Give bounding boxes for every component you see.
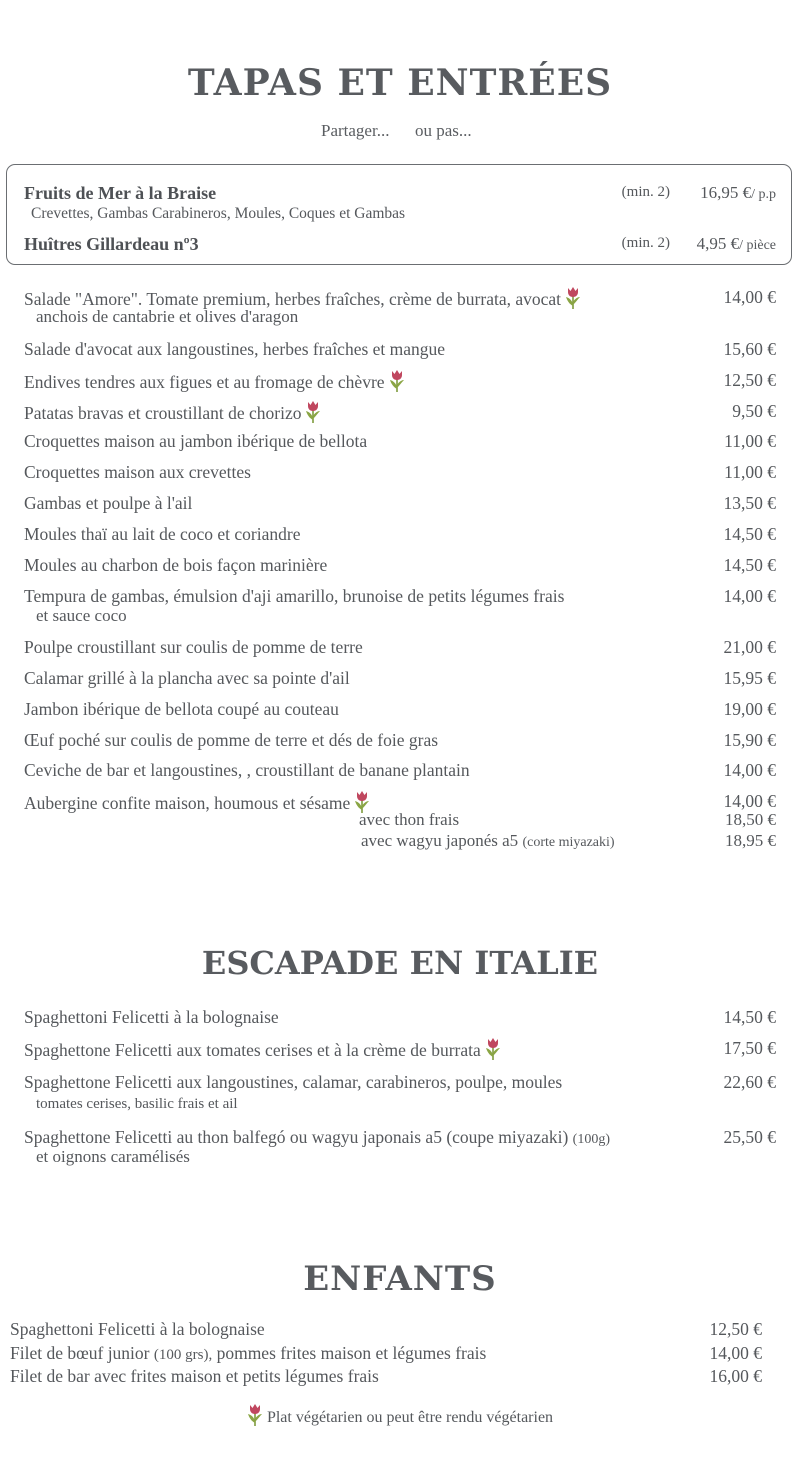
item-name: Endives tendres aux figues et au fromage de chèvre: [24, 372, 385, 392]
item-price: 17,50 €: [723, 1038, 776, 1058]
item-price: 15,95 €: [723, 668, 776, 688]
item-name: Poulpe croustillant sur coulis de pomme de terre: [24, 637, 363, 657]
item-price: 9,50 €: [732, 401, 776, 421]
item-price: 12,50 €: [723, 370, 776, 390]
item-name: Spaghettoni Felicetti à la bolognaise: [24, 1007, 279, 1027]
vegetarian-tulip-icon: [247, 1403, 263, 1427]
item-name: Jambon ibérique de bellota coupé au couteau: [24, 699, 339, 719]
item-price: 4,95 €/ pièce: [696, 234, 776, 253]
subtitle-partager: Partager...: [321, 121, 390, 140]
item-price: 14,00 €: [723, 760, 776, 780]
item-price: 25,50 €: [723, 1127, 776, 1147]
item-name: Spaghettoni Felicetti à la bolognaise: [10, 1319, 265, 1339]
item-price: 12,50 €: [709, 1319, 762, 1339]
item-name: Calamar grillé à la plancha avec sa pointe d'ail: [24, 668, 350, 688]
item-price: 22,60 €: [723, 1072, 776, 1092]
price-unit: / p.p: [751, 187, 776, 202]
item-price: 19,00 €: [723, 699, 776, 719]
item-price: 16,00 €: [709, 1366, 762, 1386]
item-note: (100 grs),: [153, 1347, 213, 1363]
item-name: Tempura de gambas, émulsion d'aji amarillo, brunoise de petits légumes frais: [24, 586, 565, 606]
item-name: Filet de bœuf junior: [10, 1343, 150, 1363]
item-price: 11,00 €: [724, 431, 776, 451]
item-description: et oignons caramélisés: [36, 1147, 190, 1166]
item-name: Salade d'avocat aux langoustines, herbes fraîches et mangue: [24, 339, 446, 359]
vegetarian-tulip-icon: [485, 1037, 501, 1061]
item-price: 15,60 €: [723, 339, 776, 359]
item-name: Fruits de Mer à la Braise: [24, 183, 217, 203]
item-name: Croquettes maison aux crevettes: [24, 462, 251, 482]
item-description: Crevettes, Gambas Carabineros, Moules, Coques et Gambas: [31, 205, 406, 222]
item-name: Filet de bar avec frites maison et petits légumes frais: [10, 1366, 379, 1386]
aubergine-option-thon: avec thon frais: [359, 810, 460, 829]
vegetarian-tulip-icon: [305, 400, 321, 424]
item-name: Moules thaï au lait de coco et coriandre: [24, 524, 301, 544]
item-name: Salade "Amore". Tomate premium, herbes fraîches, crème de burrata, avocat: [24, 289, 562, 309]
item-name: Aubergine confite maison, houmous et sésame: [24, 793, 351, 813]
item-name: Croquettes maison au jambon ibérique de bellota: [24, 431, 368, 451]
item-minimum: (min. 2): [621, 235, 670, 251]
item-price: 14,00 €: [723, 287, 776, 307]
section-title-tapas: TAPAS ET ENTRÉES: [187, 62, 613, 104]
aubergine-option-wagyu: avec wagyu japonés a5 (corte miyazaki): [361, 831, 615, 850]
item-name: Moules au charbon de bois façon marinière: [24, 555, 328, 575]
price-unit: / pièce: [739, 238, 776, 253]
item-description: et sauce coco: [36, 606, 127, 625]
item-price: 15,90 €: [723, 730, 776, 750]
item-name-rest: pommes frites maison et légumes frais: [216, 1343, 487, 1363]
vegetarian-tulip-icon: [565, 286, 581, 310]
item-name: Spaghettone Felicetti au thon balfegó ou wagyu japonais a5 (coupe miyazaki): [24, 1127, 569, 1147]
subtitle-ou-pas: ou pas...: [415, 121, 472, 140]
item-description: tomates cerises, basilic frais et ail: [36, 1096, 238, 1112]
aubergine-option-thon-price: 18,50 €: [725, 810, 776, 829]
item-price: 11,00 €: [724, 462, 776, 482]
item-price: 14,50 €: [723, 524, 776, 544]
item-name: Patatas bravas et croustillant de chorizo: [24, 403, 302, 423]
item-price: 14,50 €: [723, 555, 776, 575]
item-minimum: (min. 2): [621, 184, 670, 200]
item-price: 14,00 €: [723, 791, 776, 811]
item-description: anchois de cantabrie et olives d'aragon: [36, 307, 299, 326]
item-name: Œuf poché sur coulis de pomme de terre et dés de foie gras: [24, 730, 439, 750]
vegetarian-legend: [0, 1403, 800, 1427]
section-title-italie: ESCAPADE EN ITALIE: [201, 944, 599, 982]
item-name: Gambas et poulpe à l'ail: [24, 493, 193, 513]
item-name: Spaghettone Felicetti aux tomates cerises et à la crème de burrata: [24, 1040, 481, 1060]
item-price: 16,95 €/ p.p: [700, 183, 776, 202]
item-name: Huîtres Gillardeau nº3: [24, 234, 199, 254]
aubergine-option-wagyu-price: 18,95 €: [725, 831, 776, 850]
option-note: (corte miyazaki): [522, 835, 615, 850]
section-title-enfants: ENFANTS: [303, 1259, 497, 1299]
item-price: 14,00 €: [723, 586, 776, 606]
vegetarian-tulip-icon: [389, 369, 405, 393]
item-price: 13,50 €: [723, 493, 776, 513]
item-price: 21,00 €: [723, 637, 776, 657]
item-note: (100g): [572, 1132, 610, 1147]
item-name: Ceviche de bar et langoustines, , croustillant de banane plantain: [24, 760, 470, 780]
item-price: 14,00 €: [709, 1343, 762, 1363]
legend-text: Plat végétarien ou peut être rendu végétarien: [266, 1409, 554, 1426]
item-price: 14,50 €: [723, 1007, 776, 1027]
item-name: Spaghettone Felicetti aux langoustines, calamar, carabineros, poulpe, moules: [24, 1072, 563, 1092]
